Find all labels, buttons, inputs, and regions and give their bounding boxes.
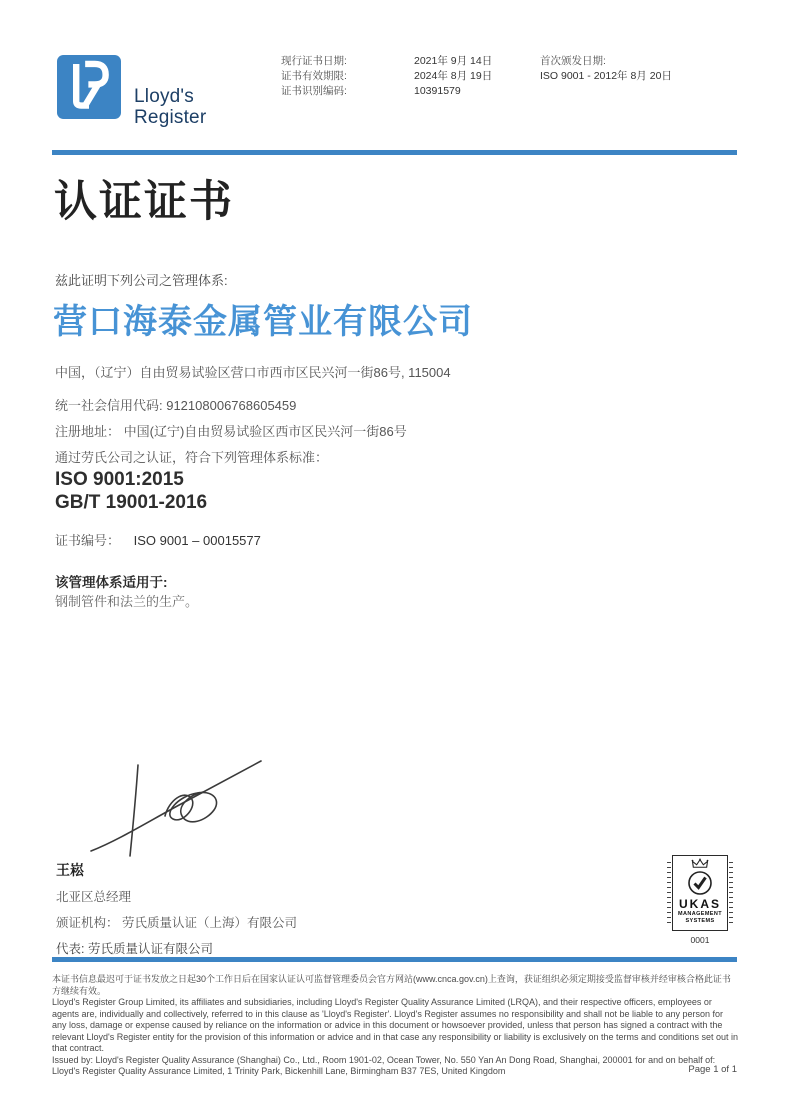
wordmark-line2: Register bbox=[134, 107, 207, 128]
company-address: 中国，（辽宁）自由贸易试验区营口市西市区民兴河一街86号, 115004 bbox=[55, 365, 451, 380]
lloyds-register-wordmark bbox=[134, 86, 206, 128]
ukas-subtitle-1: MANAGEMENT bbox=[677, 911, 723, 917]
certificate-meta-fields bbox=[281, 54, 492, 99]
first-issue-label: 首次颁发日期: bbox=[540, 55, 606, 67]
scope-heading: 该管理体系适用于: bbox=[55, 575, 168, 590]
disclaimer-text: Lloyd's Register Group Limited, its affiliates and subsidiaries, including Lloyd's Register Quality Assurance Limited (LRQA), and their respective officers, employees or agents are, individually and collectively, referred to in this clause as 'Lloyd's Register'. Lloyd's Register assumes no responsibility and shall not be liable to any person for any loss, damage or expense caused by reliance on the information or advice in this document or howsoever provided, unless that person has signed a contract with the relevant Lloyd's Register entity for the provision of this information or advice and in that case any responsibility or liability is exclusively on the terms and conditions set out in that contract. bbox=[52, 997, 739, 1053]
top-divider-rule bbox=[52, 150, 737, 155]
signer-name: 王崧 bbox=[56, 862, 84, 878]
current-cert-date-label: 现行证书日期: bbox=[281, 55, 347, 67]
signer-title: 北亚区总经理 bbox=[56, 890, 132, 904]
certificate-number-line bbox=[55, 530, 261, 549]
expiry-date-label: 证书有效期限: bbox=[281, 70, 347, 82]
ukas-right-ticks bbox=[729, 862, 733, 924]
expiry-date-value: 2024年 8月 19日 bbox=[414, 70, 493, 82]
scope-text: 钢制管件和法兰的生产。 bbox=[55, 594, 199, 609]
certificate-number-label: 证书编号： bbox=[55, 533, 121, 548]
legal-footer bbox=[52, 974, 739, 1078]
ukas-box bbox=[672, 855, 728, 931]
issuing-body-line: 颁证机构： 劳氏质量认证（上海）有限公司 bbox=[56, 916, 297, 930]
current-cert-date-value: 2021年 9月 14日 bbox=[414, 55, 493, 67]
ukas-left-ticks bbox=[667, 862, 671, 924]
signature-icon bbox=[85, 752, 270, 862]
registered-address-line: 注册地址： 中国(辽宁)自由贸易试验区西市区民兴河一街86号 bbox=[55, 424, 407, 439]
page-number: Page 1 of 1 bbox=[688, 1064, 737, 1075]
cnca-notice: 本证书信息最迟可于证书发放之日起30个工作日后在国家认证认可监督管理委员会官方网站(www.cnca.gov.cn)上查询，获证组织必须定期接受监督审核并经审核合格此证书方继续有效。 bbox=[52, 974, 731, 996]
certificate-title: 认证证书 bbox=[54, 177, 234, 227]
credit-code-line: 统一社会信用代码: 912108006768605459 bbox=[55, 398, 297, 413]
lloyds-register-logo-icon bbox=[57, 54, 121, 120]
crown-icon bbox=[690, 858, 710, 869]
cert-id-value: 10391579 bbox=[414, 85, 461, 97]
cert-id-label: 证书识别编码: bbox=[281, 85, 347, 97]
issued-by-text: Issued by: Lloyd's Register Quality Assurance (Shanghai) Co., Ltd., Room 1901-02, Ocean Tower, No. 550 Yan An Dong Road, Shanghai, 200001 for and on behalf of: Lloyd's Register Quality Assurance Limited, 1 Trinity Park, Bickenhill Lane, Birmingham B37 7ES, United Kingdom bbox=[52, 1054, 716, 1076]
ukas-name: UKAS bbox=[678, 897, 721, 911]
first-issue-block bbox=[540, 54, 672, 84]
ukas-subtitle-2: SYSTEMS bbox=[685, 917, 715, 924]
ukas-number: 0001 bbox=[690, 935, 710, 945]
expiry-date-row bbox=[281, 69, 492, 84]
current-cert-date-row bbox=[281, 54, 492, 69]
certify-statement: 兹此证明下列公司之管理体系: bbox=[55, 273, 228, 288]
certificate-number-value: ISO 9001 – 00015577 bbox=[133, 533, 261, 548]
approval-statement: 通过劳氏公司之认证，符合下列管理体系标准： bbox=[55, 450, 329, 465]
standard-iso: ISO 9001:2015 bbox=[55, 469, 184, 490]
bottom-divider-rule bbox=[52, 957, 737, 962]
cert-id-row bbox=[281, 84, 492, 99]
first-issue-value: ISO 9001 - 2012年 8月 20日 bbox=[540, 70, 672, 82]
company-name: 营口海泰金属管业有限公司 bbox=[53, 302, 473, 342]
standard-gbt: GB/T 19001-2016 bbox=[55, 492, 208, 513]
on-behalf-line: 代表: 劳氏质量认证有限公司 bbox=[56, 942, 213, 956]
ukas-accreditation-mark bbox=[663, 855, 737, 945]
wordmark-line1: Lloyd's bbox=[134, 86, 194, 107]
standards-block bbox=[55, 468, 207, 514]
checkmark-circle-icon bbox=[687, 870, 713, 896]
